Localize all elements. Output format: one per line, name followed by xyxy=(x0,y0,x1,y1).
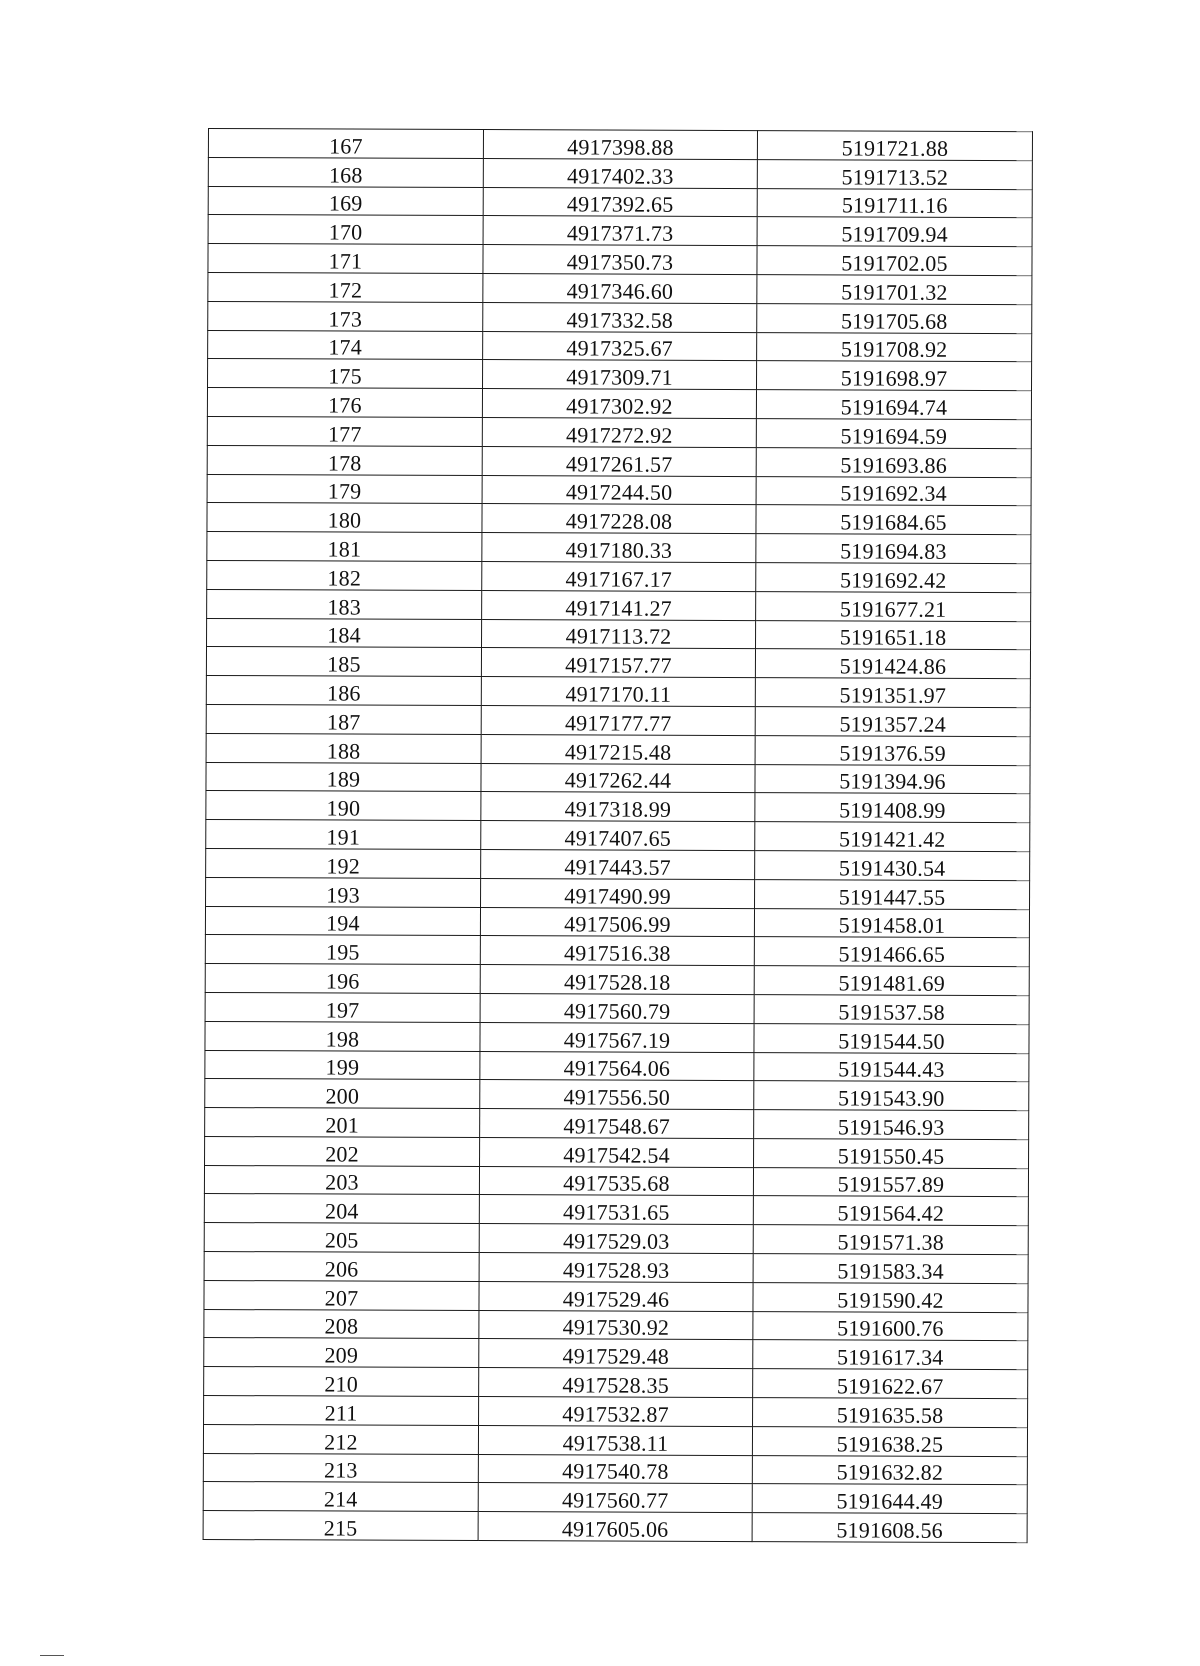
point-number-cell: 183 xyxy=(207,589,482,619)
y-coordinate-cell: 5191622.67 xyxy=(753,1369,1028,1399)
table-row xyxy=(205,1021,1029,1053)
x-coordinate-cell: 4917157.77 xyxy=(481,648,755,678)
y-coordinate-cell: 5191537.58 xyxy=(754,995,1029,1025)
table-row xyxy=(205,935,1029,967)
x-coordinate-cell: 4917215.48 xyxy=(481,734,755,764)
x-coordinate-cell: 4917228.08 xyxy=(482,504,756,534)
coordinate-table-body xyxy=(203,129,1032,1543)
x-coordinate-cell: 4917261.57 xyxy=(482,446,756,476)
y-coordinate-cell: 5191635.58 xyxy=(753,1398,1028,1428)
table-row xyxy=(206,791,1030,823)
x-coordinate-cell: 4917325.67 xyxy=(483,331,757,361)
y-coordinate-cell: 5191705.68 xyxy=(757,303,1032,333)
point-number-cell: 199 xyxy=(205,1050,480,1080)
y-coordinate-cell: 5191583.34 xyxy=(753,1254,1028,1284)
x-coordinate-cell: 4917530.92 xyxy=(479,1310,753,1340)
point-number-cell: 194 xyxy=(205,906,480,936)
table-row xyxy=(208,244,1032,276)
point-number-cell: 173 xyxy=(208,301,483,331)
point-number-cell: 184 xyxy=(207,618,482,648)
point-number-cell: 179 xyxy=(207,474,482,504)
point-number-cell: 214 xyxy=(203,1482,478,1512)
y-coordinate-cell: 5191564.42 xyxy=(753,1196,1028,1226)
y-coordinate-cell: 5191357.24 xyxy=(755,707,1030,737)
point-number-cell: 209 xyxy=(204,1338,479,1368)
y-coordinate-cell: 5191711.16 xyxy=(757,188,1032,218)
point-number-cell: 192 xyxy=(206,848,481,878)
y-coordinate-cell: 5191692.42 xyxy=(756,563,1031,593)
x-coordinate-cell: 4917556.50 xyxy=(480,1080,754,1110)
point-number-cell: 169 xyxy=(208,186,483,216)
y-coordinate-cell: 5191684.65 xyxy=(756,505,1031,535)
point-number-cell: 195 xyxy=(205,935,480,965)
table-row xyxy=(204,1280,1028,1312)
point-number-cell: 210 xyxy=(204,1367,479,1397)
table-row xyxy=(207,416,1031,448)
y-coordinate-cell: 5191421.42 xyxy=(755,822,1030,852)
y-coordinate-cell: 5191546.93 xyxy=(754,1110,1029,1140)
y-coordinate-cell: 5191701.32 xyxy=(757,275,1032,305)
table-row xyxy=(207,503,1031,535)
point-number-cell: 196 xyxy=(205,964,480,994)
x-coordinate-cell: 4917443.57 xyxy=(481,849,755,879)
point-number-cell: 186 xyxy=(206,676,481,706)
y-coordinate-cell: 5191694.74 xyxy=(756,390,1031,420)
point-number-cell: 193 xyxy=(206,877,481,907)
scan-margin-mark xyxy=(40,1655,64,1656)
x-coordinate-cell: 4917532.87 xyxy=(479,1397,753,1427)
table-row xyxy=(207,560,1031,592)
point-number-cell: 205 xyxy=(204,1223,479,1253)
x-coordinate-cell: 4917309.71 xyxy=(483,360,757,390)
table-row xyxy=(204,1309,1028,1341)
y-coordinate-cell: 5191702.05 xyxy=(757,246,1032,276)
point-number-cell: 181 xyxy=(207,532,482,562)
y-coordinate-cell: 5191351.97 xyxy=(755,678,1030,708)
x-coordinate-cell: 4917542.54 xyxy=(480,1137,754,1167)
table-row xyxy=(206,733,1030,765)
coordinate-table xyxy=(203,128,1033,1543)
y-coordinate-cell: 5191430.54 xyxy=(755,851,1030,881)
table-row xyxy=(208,330,1032,362)
point-number-cell: 203 xyxy=(204,1165,479,1195)
table-row xyxy=(204,1165,1028,1197)
table-row xyxy=(204,1338,1028,1370)
y-coordinate-cell: 5191694.83 xyxy=(756,534,1031,564)
x-coordinate-cell: 4917564.06 xyxy=(480,1051,754,1081)
table-row xyxy=(205,964,1029,996)
x-coordinate-cell: 4917538.11 xyxy=(478,1425,752,1455)
x-coordinate-cell: 4917180.33 xyxy=(482,533,756,563)
x-coordinate-cell: 4917318.99 xyxy=(481,792,755,822)
table-row xyxy=(203,1511,1027,1543)
y-coordinate-cell: 5191458.01 xyxy=(754,908,1029,938)
y-coordinate-cell: 5191557.89 xyxy=(753,1167,1028,1197)
point-number-cell: 187 xyxy=(206,704,481,734)
table-row xyxy=(205,1050,1029,1082)
y-coordinate-cell: 5191694.59 xyxy=(756,419,1031,449)
x-coordinate-cell: 4917302.92 xyxy=(482,389,756,419)
table-row xyxy=(205,992,1029,1024)
point-number-cell: 215 xyxy=(203,1511,478,1541)
table-row xyxy=(206,704,1030,736)
table-row xyxy=(208,157,1032,189)
table-row xyxy=(205,906,1029,938)
table-row xyxy=(203,1482,1027,1514)
x-coordinate-cell: 4917529.46 xyxy=(479,1281,753,1311)
x-coordinate-cell: 4917407.65 xyxy=(481,821,755,851)
y-coordinate-cell: 5191543.90 xyxy=(754,1081,1029,1111)
table-row xyxy=(207,532,1031,564)
x-coordinate-cell: 4917350.73 xyxy=(483,245,757,275)
point-number-cell: 213 xyxy=(203,1453,478,1483)
point-number-cell: 185 xyxy=(206,647,481,677)
point-number-cell: 180 xyxy=(207,503,482,533)
table-row xyxy=(204,1223,1028,1255)
y-coordinate-cell: 5191651.18 xyxy=(756,620,1031,650)
table-row xyxy=(206,647,1030,679)
x-coordinate-cell: 4917402.33 xyxy=(483,158,757,188)
table-row xyxy=(205,1079,1029,1111)
x-coordinate-cell: 4917531.65 xyxy=(479,1195,753,1225)
x-coordinate-cell: 4917548.67 xyxy=(480,1109,754,1139)
table-row xyxy=(206,676,1030,708)
table-row xyxy=(207,474,1031,506)
table-row xyxy=(208,186,1032,218)
table-row xyxy=(204,1367,1028,1399)
x-coordinate-cell: 4917535.68 xyxy=(479,1166,753,1196)
point-number-cell: 204 xyxy=(204,1194,479,1224)
point-number-cell: 200 xyxy=(205,1079,480,1109)
point-number-cell: 176 xyxy=(207,388,482,418)
point-number-cell: 182 xyxy=(207,560,482,590)
x-coordinate-cell: 4917141.27 xyxy=(482,590,756,620)
y-coordinate-cell: 5191376.59 xyxy=(755,735,1030,765)
x-coordinate-cell: 4917346.60 xyxy=(483,274,757,304)
point-number-cell: 189 xyxy=(206,762,481,792)
point-number-cell: 175 xyxy=(208,359,483,389)
point-number-cell: 201 xyxy=(205,1108,480,1138)
x-coordinate-cell: 4917560.77 xyxy=(478,1483,752,1513)
x-coordinate-cell: 4917506.99 xyxy=(480,907,754,937)
y-coordinate-cell: 5191481.69 xyxy=(754,966,1029,996)
y-coordinate-cell: 5191590.42 xyxy=(753,1282,1028,1312)
x-coordinate-cell: 4917528.93 xyxy=(479,1253,753,1283)
table-row xyxy=(208,301,1032,333)
table-row xyxy=(205,1136,1029,1168)
point-number-cell: 177 xyxy=(207,416,482,446)
y-coordinate-cell: 5191709.94 xyxy=(757,217,1032,247)
table-row xyxy=(205,1108,1029,1140)
y-coordinate-cell: 5191544.43 xyxy=(754,1052,1029,1082)
point-number-cell: 174 xyxy=(208,330,483,360)
y-coordinate-cell: 5191632.82 xyxy=(752,1455,1027,1485)
x-coordinate-cell: 4917605.06 xyxy=(478,1512,752,1542)
y-coordinate-cell: 5191617.34 xyxy=(753,1340,1028,1370)
point-number-cell: 188 xyxy=(206,733,481,763)
point-number-cell: 170 xyxy=(208,215,483,245)
x-coordinate-cell: 4917529.03 xyxy=(479,1224,753,1254)
y-coordinate-cell: 5191644.49 xyxy=(752,1484,1027,1514)
table-row xyxy=(204,1194,1028,1226)
y-coordinate-cell: 5191721.88 xyxy=(757,131,1032,161)
table-row xyxy=(204,1396,1028,1428)
y-coordinate-cell: 5191608.56 xyxy=(752,1513,1027,1543)
point-number-cell: 190 xyxy=(206,791,481,821)
y-coordinate-cell: 5191713.52 xyxy=(757,159,1032,189)
point-number-cell: 167 xyxy=(208,129,483,159)
point-number-cell: 172 xyxy=(208,272,483,302)
y-coordinate-cell: 5191394.96 xyxy=(755,764,1030,794)
y-coordinate-cell: 5191544.50 xyxy=(754,1023,1029,1053)
table-row xyxy=(207,589,1031,621)
table-row xyxy=(207,388,1031,420)
y-coordinate-cell: 5191692.34 xyxy=(756,476,1031,506)
table-row xyxy=(206,820,1030,852)
y-coordinate-cell: 5191550.45 xyxy=(754,1138,1029,1168)
point-number-cell: 178 xyxy=(207,445,482,475)
y-coordinate-cell: 5191698.97 xyxy=(756,361,1031,391)
x-coordinate-cell: 4917262.44 xyxy=(481,763,755,793)
x-coordinate-cell: 4917516.38 xyxy=(480,936,754,966)
x-coordinate-cell: 4917398.88 xyxy=(483,130,757,160)
x-coordinate-cell: 4917528.18 xyxy=(480,965,754,995)
point-number-cell: 198 xyxy=(205,1021,480,1051)
y-coordinate-cell: 5191466.65 xyxy=(754,937,1029,967)
table-row xyxy=(208,129,1032,161)
table-row xyxy=(208,272,1032,304)
y-coordinate-cell: 5191447.55 xyxy=(755,879,1030,909)
x-coordinate-cell: 4917529.48 xyxy=(479,1339,753,1369)
point-number-cell: 191 xyxy=(206,820,481,850)
x-coordinate-cell: 4917272.92 xyxy=(482,418,756,448)
table-row xyxy=(203,1424,1027,1456)
x-coordinate-cell: 4917528.35 xyxy=(479,1368,753,1398)
x-coordinate-cell: 4917371.73 xyxy=(483,216,757,246)
point-number-cell: 197 xyxy=(205,992,480,1022)
y-coordinate-cell: 5191708.92 xyxy=(757,332,1032,362)
x-coordinate-cell: 4917170.11 xyxy=(481,677,755,707)
table-row xyxy=(203,1453,1027,1485)
table-row xyxy=(207,445,1031,477)
point-number-cell: 207 xyxy=(204,1280,479,1310)
y-coordinate-cell: 5191600.76 xyxy=(753,1311,1028,1341)
table-row xyxy=(208,359,1032,391)
x-coordinate-cell: 4917392.65 xyxy=(483,187,757,217)
y-coordinate-cell: 5191677.21 xyxy=(756,591,1031,621)
point-number-cell: 202 xyxy=(205,1136,480,1166)
y-coordinate-cell: 5191408.99 xyxy=(755,793,1030,823)
x-coordinate-cell: 4917113.72 xyxy=(482,619,756,649)
x-coordinate-cell: 4917332.58 xyxy=(483,302,757,332)
table-row xyxy=(208,215,1032,247)
x-coordinate-cell: 4917567.19 xyxy=(480,1022,754,1052)
x-coordinate-cell: 4917560.79 xyxy=(480,993,754,1023)
x-coordinate-cell: 4917167.17 xyxy=(482,562,756,592)
point-number-cell: 206 xyxy=(204,1252,479,1282)
table-row xyxy=(204,1252,1028,1284)
x-coordinate-cell: 4917490.99 xyxy=(481,878,755,908)
point-number-cell: 171 xyxy=(208,244,483,274)
x-coordinate-cell: 4917540.78 xyxy=(478,1454,752,1484)
table-row xyxy=(207,618,1031,650)
point-number-cell: 212 xyxy=(203,1424,478,1454)
table-row xyxy=(206,877,1030,909)
table-row xyxy=(206,762,1030,794)
point-number-cell: 168 xyxy=(208,157,483,187)
point-number-cell: 208 xyxy=(204,1309,479,1339)
x-coordinate-cell: 4917244.50 xyxy=(482,475,756,505)
y-coordinate-cell: 5191638.25 xyxy=(752,1426,1027,1456)
table-row xyxy=(206,848,1030,880)
y-coordinate-cell: 5191571.38 xyxy=(753,1225,1028,1255)
x-coordinate-cell: 4917177.77 xyxy=(481,705,755,735)
point-number-cell: 211 xyxy=(204,1396,479,1426)
y-coordinate-cell: 5191693.86 xyxy=(756,447,1031,477)
y-coordinate-cell: 5191424.86 xyxy=(755,649,1030,679)
